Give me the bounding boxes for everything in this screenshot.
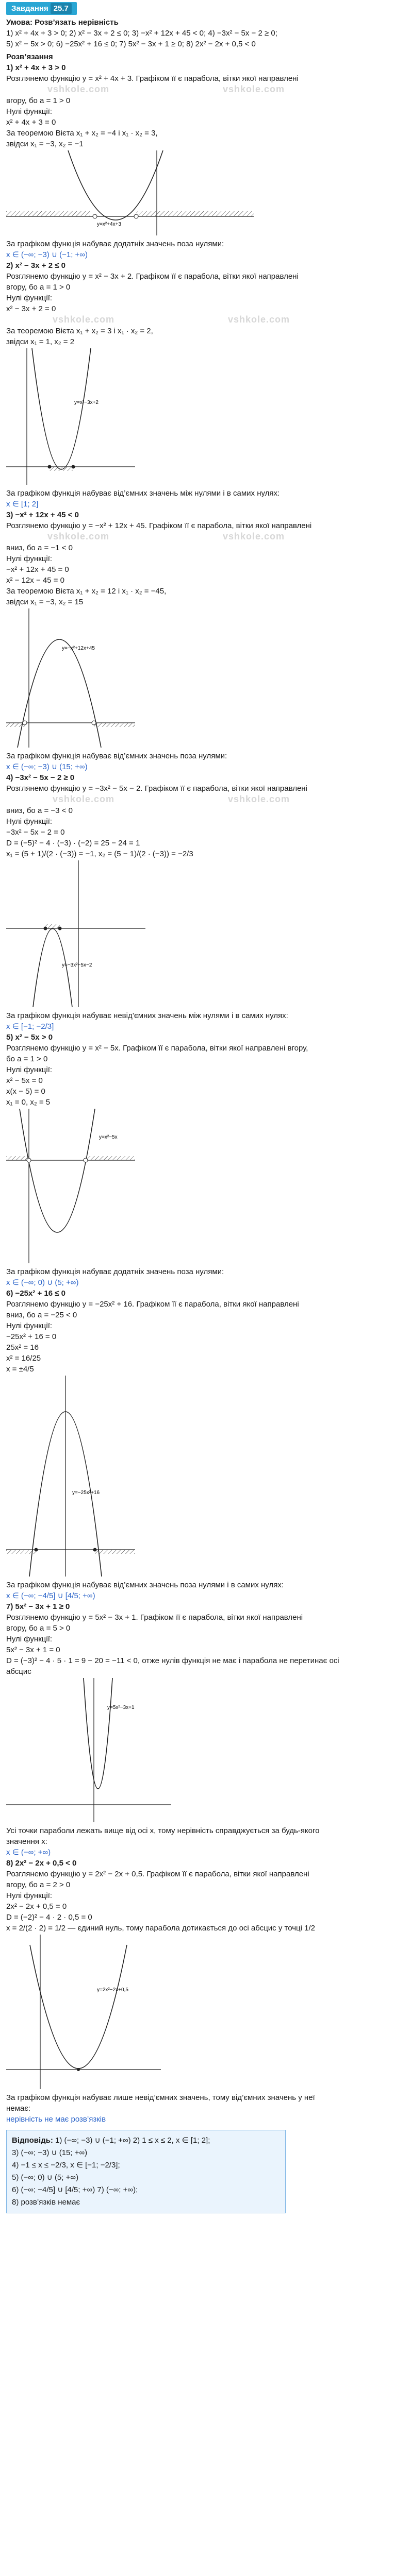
condition-line: 1) x² + 4x + 3 > 0; 2) x² − 3x + 2 ≤ 0; 3) −x² + 12x + 45 < 0; 4) −3x² − 5x − 2 ≥ 0; xyxy=(6,29,277,38)
part-title: 1) x² + 4x + 3 > 0 xyxy=(6,63,66,72)
part-4 xyxy=(6,772,388,1032)
watermark-row xyxy=(6,531,388,543)
watermark-row xyxy=(6,794,388,805)
graph-5 xyxy=(6,1109,135,1263)
final-answer-line: 3) (−∞; −3) ∪ (15; +∞) xyxy=(12,2148,88,2157)
final-answer-line: 5) (−∞; 0) ∪ (5; +∞) xyxy=(12,2173,79,2182)
part-1 xyxy=(6,62,388,260)
text-line: D = (−5)² − 4 · (−3) · (−2) = 25 − 24 = 1 xyxy=(6,839,140,848)
conclusion: Усі точки параболи лежать вище від осі x, тому нерівність справджується за будь-якого xyxy=(6,1826,320,1835)
graph-4 xyxy=(6,860,145,1007)
final-answer-line: 8) розв’язків немає xyxy=(12,2198,80,2207)
text-line: 25x² = 16 xyxy=(6,1343,39,1352)
part-title: 5) x² − 5x > 0 xyxy=(6,1033,53,1042)
text-line: За теоремою Вієта x₁ + x₂ = 12 і x₁ · x₂ = −45, xyxy=(6,587,167,596)
final-answer-line: 6) (−∞; −4/5] ∪ [4/5; +∞) 7) (−∞; +∞); xyxy=(12,2185,138,2194)
text-line: x² + 4x + 3 = 0 xyxy=(6,118,56,127)
text-line: −x² + 12x + 45 = 0 xyxy=(6,565,69,574)
part-title: 2) x² − 3x + 2 ≤ 0 xyxy=(6,261,65,270)
part-answer: x ∈ [−1; −2/3] xyxy=(6,1022,54,1031)
text-line: звідси x₁ = 1, x₂ = 2 xyxy=(6,337,75,346)
text-line: Нулі функції: xyxy=(6,107,53,116)
part-answer: x ∈ (−∞; −3) ∪ (15; +∞) xyxy=(6,762,88,771)
final-answer-label: Відповідь: xyxy=(12,2136,53,2145)
roots-line: x₁ = (5 + 1)/(2 · (−3)) = −1, x₂ = (5 − 1)/(2 · (−3)) = −2/3 xyxy=(6,850,193,858)
part-7 xyxy=(6,1601,388,1858)
watermark: vshkole.com xyxy=(228,794,290,804)
text-line: Розглянемо функцію y = −25x² + 16. Графіком її є парабола, вітки якої направлені xyxy=(6,1300,299,1309)
text-line: За теоремою Вієта x₁ + x₂ = −4 і x₁ · x₂ = 3, xyxy=(6,129,158,138)
condition-title: Умова: Розв’язать нерівність xyxy=(6,18,119,27)
text-line: 2x² − 2x + 0,5 = 0 xyxy=(6,1902,67,1911)
text-line: Нулі функції: xyxy=(6,554,53,563)
text-line: Розглянемо функцію y = −x² + 12x + 45. Графіком її є парабола, вітки якої направлені xyxy=(6,521,312,530)
watermark: vshkole.com xyxy=(223,531,285,541)
text-line: вгору, бо a = 5 > 0 xyxy=(6,1624,71,1633)
text-line: абсцис xyxy=(6,1667,31,1676)
conclusion: немає: xyxy=(6,2104,31,2113)
text-line: −25x² + 16 = 0 xyxy=(6,1332,57,1341)
text-line: D = (−3)² − 4 · 5 · 1 = 9 − 20 = −11 < 0, отже нулів функція не має і парабола не перетинає осі xyxy=(6,1656,339,1665)
watermark: vshkole.com xyxy=(53,794,115,804)
part-title: 3) −x² + 12x + 45 < 0 xyxy=(6,511,79,519)
graph-7 xyxy=(6,1678,171,1822)
part-8 xyxy=(6,1858,388,2125)
part-answer: x ∈ (−∞; −4/5] ∪ [4/5; +∞) xyxy=(6,1591,95,1600)
text-line: За теоремою Вієта x₁ + x₂ = 3 і x₁ · x₂ = 2, xyxy=(6,327,153,335)
part-answer: x ∈ (−∞; +∞) xyxy=(6,1848,51,1857)
part-2 xyxy=(6,260,388,510)
part-title: 4) −3x² − 5x − 2 ≥ 0 xyxy=(6,773,75,782)
watermark: vshkole.com xyxy=(228,314,290,325)
part-5 xyxy=(6,1032,388,1288)
graph-label: y=x²−5x xyxy=(99,1134,118,1140)
conclusion: За графіком функція набуває додатніх значень поза нулями: xyxy=(6,1267,224,1276)
text-line: вниз, бо a = −3 < 0 xyxy=(6,806,73,815)
graph-8 xyxy=(6,1935,161,2089)
conclusion: За графіком функція набуває від’ємних значень поза нулями: xyxy=(6,752,227,760)
root-line: x = 2/(2 · 2) = 1/2 — єдиний нуль, тому парабола дотикається до осі абсцис у точці 1/2 xyxy=(6,1924,315,1933)
text-line: Розглянемо функцію y = 5x² − 3x + 1. Графіком її є парабола, вітки якої направлені xyxy=(6,1613,303,1622)
final-answer-box xyxy=(6,2130,286,2213)
graph-2 xyxy=(6,348,135,485)
text-line: Нулі функції: xyxy=(6,294,53,302)
text-line: вниз, бо a = −1 < 0 xyxy=(6,544,73,552)
part-answer: нерівність не має розв’язків xyxy=(6,2115,106,2124)
final-answer-line: 1) (−∞; −3) ∪ (−1; +∞) 2) 1 ≤ x ≤ 2, x ∈ [1; 2]; xyxy=(55,2136,210,2145)
part-title: 6) −25x² + 16 ≤ 0 xyxy=(6,1289,65,1298)
watermark-row xyxy=(6,84,388,95)
part-answer: x ∈ (−∞; −3) ∪ (−1; +∞) xyxy=(6,250,88,259)
watermark: vshkole.com xyxy=(47,531,110,541)
conclusion: За графіком функція набуває лише невід’ємних значень, тому від’ємних значень у неї xyxy=(6,2093,315,2102)
text-line: 5x² − 3x + 1 = 0 xyxy=(6,1646,60,1654)
text-line: x(x − 5) = 0 xyxy=(6,1087,45,1096)
text-line: вгору, бо a = 1 > 0 xyxy=(6,283,71,292)
watermark-row xyxy=(6,314,388,326)
text-line: Нулі функції: xyxy=(6,1321,53,1330)
watermark: vshkole.com xyxy=(47,84,110,94)
text-line: звідси x₁ = −3, x₂ = −1 xyxy=(6,140,84,148)
text-line: Розглянемо функцію y = x² − 3x + 2. Графіком її є парабола, вітки якої направлені xyxy=(6,272,299,281)
conclusion: За графіком функція набуває додатніх значень поза нулями: xyxy=(6,240,224,248)
solution-heading: Розв’язання xyxy=(6,53,53,61)
part-answer: x ∈ (−∞; 0) ∪ (5; +∞) xyxy=(6,1278,79,1287)
text-line: Розглянемо функцію y = −3x² − 5x − 2. Графіком її є парабола, вітки якої направлені xyxy=(6,784,307,793)
part-6 xyxy=(6,1288,388,1601)
graph-label: y=5x²−3x+1 xyxy=(107,1705,135,1710)
conclusion: За графіком функція набуває від’ємних значень між нулями і в самих нулях: xyxy=(6,489,280,498)
text-line: звідси x₁ = −3, x₂ = 15 xyxy=(6,598,84,606)
condition-line: 5) x² − 5x > 0; 6) −25x² + 16 ≤ 0; 7) 5x² − 3x + 1 ≥ 0; 8) 2x² − 2x + 0,5 < 0 xyxy=(6,40,256,48)
text-line: −3x² − 5x − 2 = 0 xyxy=(6,828,65,837)
conclusion: значення x: xyxy=(6,1837,47,1846)
text-line: x₁ = 0, x₂ = 5 xyxy=(6,1098,51,1107)
text-line: вгору, бо a = 2 > 0 xyxy=(6,1880,71,1889)
text-line: Нулі функції: xyxy=(6,1635,53,1643)
graph-3 xyxy=(6,608,135,748)
text-line: x = ±4/5 xyxy=(6,1365,34,1374)
text-line: x² = 16/25 xyxy=(6,1354,41,1363)
text-line: бо a = 1 > 0 xyxy=(6,1055,48,1063)
text-line: Нулі функції: xyxy=(6,1891,53,1900)
task-number: 25.7 xyxy=(51,3,72,14)
text-line: вниз, бо a = −25 < 0 xyxy=(6,1311,77,1319)
text-line: Розглянемо функцію y = x² − 5x. Графіком її є парабола, вітки якої направлені вгору, xyxy=(6,1044,308,1053)
final-answer-line: 4) −1 ≤ x ≤ −2/3, x ∈ [−1; −2/3]; xyxy=(12,2161,120,2170)
text-line: D = (−2)² − 4 · 2 · 0,5 = 0 xyxy=(6,1913,92,1922)
text-line: Нулі функції: xyxy=(6,1065,53,1074)
graph-label: y=x²−3x+2 xyxy=(74,400,98,405)
graph-label: y=x²+4x+3 xyxy=(97,222,121,227)
part-3 xyxy=(6,510,388,772)
conclusion: За графіком функція набуває від’ємних значень поза нулями і в самих нулях: xyxy=(6,1581,284,1589)
watermark: vshkole.com xyxy=(53,314,115,325)
graph-label: y=−x²+12x+45 xyxy=(62,646,95,651)
text-line: Розглянемо функцію y = 2x² − 2x + 0,5. Графіком її є парабола, вітки якої направлені xyxy=(6,1870,309,1878)
watermark: vshkole.com xyxy=(223,84,285,94)
task-badge-label: Завдання xyxy=(11,4,48,13)
text-line: вгору, бо a = 1 > 0 xyxy=(6,96,71,105)
graph-label: y=−25x²+16 xyxy=(72,1490,100,1496)
task-badge xyxy=(6,2,77,15)
part-title: 8) 2x² − 2x + 0,5 < 0 xyxy=(6,1859,77,1868)
part-title: 7) 5x² − 3x + 1 ≥ 0 xyxy=(6,1602,70,1611)
conclusion: За графіком функція набуває невід’ємних значень між нулями і в самих нулях: xyxy=(6,1011,288,1020)
text-line: x² − 5x = 0 xyxy=(6,1076,43,1085)
text-line: Розглянемо функцію y = x² + 4x + 3. Графіком її є парабола, вітки якої направлені xyxy=(6,74,299,83)
condition xyxy=(6,17,388,49)
graph-1 xyxy=(6,150,254,235)
graph-label: y=−3x²−5x−2 xyxy=(62,962,92,968)
text-line: Нулі функції: xyxy=(6,817,53,826)
graph-6 xyxy=(6,1376,135,1577)
text-line: x² − 12x − 45 = 0 xyxy=(6,576,64,585)
part-answer: x ∈ [1; 2] xyxy=(6,500,39,509)
text-line: x² − 3x + 2 = 0 xyxy=(6,304,56,313)
graph-label: y=2x²−2x+0,5 xyxy=(97,1987,128,1993)
